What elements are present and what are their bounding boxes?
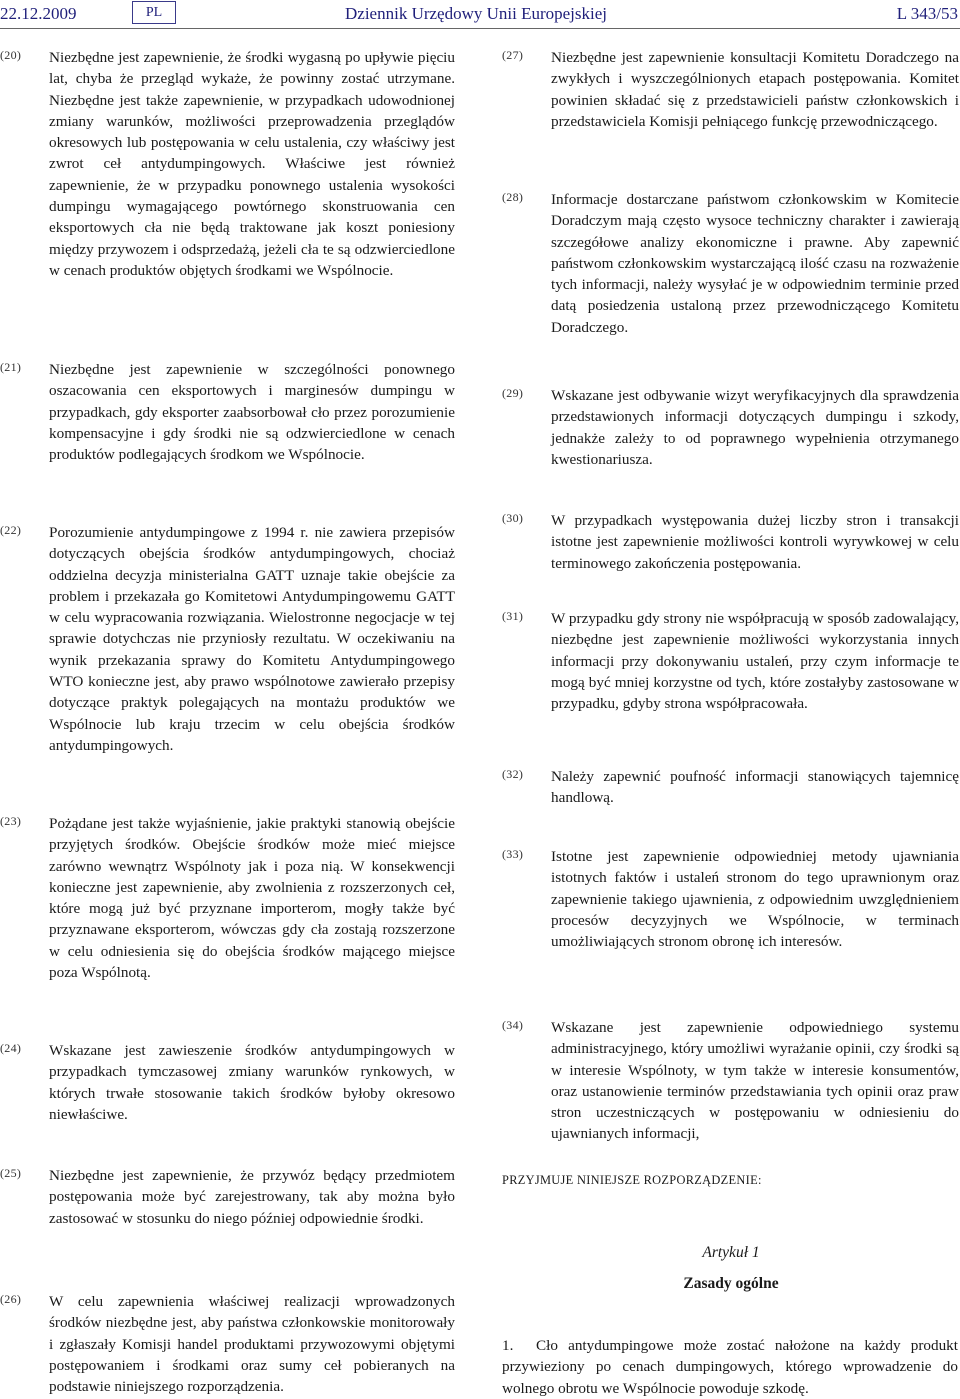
adoption-formula: PRZYJMUJE NINIEJSZE ROZPORZĄDZENIE: <box>502 1173 762 1187</box>
recital-text: Istotne jest zapewnienie odpowiedniej metody ujawniania istotnych faktów i ustaleń stronom do tego uprawnionym oraz zapewnienie takiego ujawnienia, z odpowiednim uwzględnieniem procesów decyzyjnych we Wspólnocie, w terminach umożliwiających stronom obronę ich interesów. <box>551 848 959 951</box>
recital-28 <box>502 189 959 338</box>
recital-25 <box>0 1165 455 1229</box>
recital-text: Porozumienie antydumpingowe z 1994 r. nie zawiera przepisów dotyczących obejścia środków antydumpingowych, chociaż oddzielna decyzja ministerialna GATT uznaje takie obejście za problem i przekazała go Komitetowi Antydumpingowemu GATT w celu wypracowania rozwiązania. Wielostronne negocjacje w tej sprawie dotychczas nie przyniosły rezultatu. W oczekiwaniu na wynik przekazania sprawy do Komitetu Antydumpingowego WTO konieczne jest, aby prawo wspólnotowe zawierało przepisy dotyczące praktyk polegających na montażu produktów we Wspólnocie lub kraju trzecim w celu obejścia środków antydumpingowych. <box>49 524 455 754</box>
recital-text: Niezbędne jest zapewnienie w szczególności ponownego oszacowania cen eksportowych i marginesów dumpingu w przypadkach, gdy eksporter zaabsorbował cło przez porozumienie kompensacyjne i gdy środki nie są odzwierciedlone w cenach produktów podlegających środkom we Wspólnocie. <box>49 361 455 464</box>
recital-number: (27) <box>502 48 524 62</box>
recital-number: (26) <box>0 1292 22 1306</box>
recital-number: (23) <box>0 814 22 828</box>
recital-27 <box>502 47 959 132</box>
recital-33 <box>502 846 959 952</box>
publication-date: 22.12.2009 <box>0 4 77 23</box>
page-header <box>0 0 960 30</box>
recital-number: (32) <box>502 767 524 781</box>
recital-number: (31) <box>502 609 524 623</box>
recital-22 <box>0 522 455 756</box>
recital-number: (20) <box>0 48 22 62</box>
journal-title: Dziennik Urzędowy Unii Europejskiej <box>345 4 608 23</box>
language-badge: PL <box>132 1 176 24</box>
article-subtitle: Zasady ogólne <box>683 1275 779 1292</box>
article-title: Artykuł 1 <box>702 1244 760 1261</box>
article-paragraph-1 <box>502 1335 958 1399</box>
recital-number: (22) <box>0 523 22 537</box>
paragraph-text: Cło antydumpingowe może zostać nałożone na każdy produkt przywieziony po cenach dumpingowych, którego wprowadzenie do wolnego obrotu we Wspólnocie powoduje szkodę. <box>502 1337 958 1397</box>
recital-text: W celu zapewnienia właściwej realizacji wprowadzonych środków niezbędne jest, aby państwa członkowskie monitorowały i zgłaszały Komisji handel produktami przywozowymi objętymi postępowaniem i środkami oraz sumy ceł pobieranych na podstawie niniejszego rozporządzenia. <box>49 1293 455 1396</box>
recital-30 <box>502 510 959 574</box>
recital-text: Wskazane jest odbywanie wizyt weryfikacyjnych dla sprawdzenia przedstawionych informacji dotyczących dumpingu i szkody, jednakże zależy to od poprawnego wypełnienia otrzymanego kwestionariusza. <box>551 387 959 468</box>
recital-20 <box>0 47 455 281</box>
recital-31 <box>502 608 959 714</box>
recital-24 <box>0 1040 455 1125</box>
recital-number: (28) <box>502 190 524 204</box>
recital-text: W przypadku gdy strony nie współpracują w sposób zadowalający, niezbędne jest zapewnienie możliwości wykorzystania innych informacji przy dokonywaniu ustaleń, przy czym informacje te mogą być mniej korzystne od tych, które zostałyby zastosowane w przypadku, gdyby strona współpracowała. <box>551 610 959 713</box>
recital-text: Wskazane jest zapewnienie odpowiedniego systemu administracyjnego, który umożliwi wyrażanie opinii, czy środki są w interesie Wspólnoty, w tym także w interesie konsumentów, oraz ustanowienie terminów przedstawiania tych opinii oraz praw stron uczestniczących w postępowaniu w odniesieniu do ujawnianych informacji, <box>551 1019 959 1143</box>
paragraph-number: 1. <box>502 1337 514 1354</box>
recital-text: Niezbędne jest zapewnienie, że przywóz będący przedmiotem postępowania może być zarejestrowany, tak aby można było zastosować w stosunku do niego później odpowiednie środki. <box>49 1167 455 1227</box>
recital-text: Informacje dostarczane państwom członkowskim w Komitecie Doradczym mają często wysoce techniczny charakter i zawierają szczegółowe analizy ekonomiczne i prawne. Aby zapewnić państwom członkowskim wystarczającą ilość czasu na rozważenie tych informacji, należy wysyłać je w odpowiednim terminie przed datą posiedzenia ustaloną przez przewodniczącego Komitetu Doradczego. <box>551 191 959 336</box>
recital-number: (30) <box>502 511 524 525</box>
recital-32 <box>502 766 959 809</box>
recital-text: Pożądane jest także wyjaśnienie, jakie praktyki stanowią obejście przyjętych środków. Obejście środków może mieć miejsce zarówno wewnątrz Wspólnoty jak i poza nią. W konsekwencji konieczne jest zapewnienie, aby zwolnienia z rozszerzonych ceł, które mogą już być przyznane importerom, mogły także być przyznawane eksporterom, wówczas gdy cła zostają rozszerzone w celu odniesienia się do obejścia środków mającego miejsce poza Wspólnotą. <box>49 815 455 982</box>
recital-29 <box>502 385 959 470</box>
recital-text: Niezbędne jest zapewnienie konsultacji Komitetu Doradczego na zwykłych i wyszczególnionych etapach postępowania. Komitet powinien składać się z przedstawicieli państw członkowskich i przedstawiciela Komisji pełniącego funkcję przewodniczącego. <box>551 49 959 130</box>
header-divider <box>0 28 960 29</box>
recital-number: (34) <box>502 1018 524 1032</box>
page-reference: L 343/53 <box>896 4 958 23</box>
recital-text: Należy zapewnić poufność informacji stanowiących tajemnicę handlową. <box>551 768 959 807</box>
recital-text: Wskazane jest zawieszenie środków antydumpingowych w przypadkach tymczasowej zmiany warunków rynkowych, w których trwałe stosowanie takich środków byłoby okresowo niewłaściwe. <box>49 1042 455 1123</box>
recital-number: (21) <box>0 360 22 374</box>
recital-text: W przypadkach występowania dużej liczby stron i transakcji istotne jest zapewnienie możliwości kontroli wyrywkowej w celu terminowego zakończenia postępowania. <box>551 512 959 572</box>
recital-number: (25) <box>0 1166 22 1180</box>
recital-26 <box>0 1291 455 1397</box>
recital-23 <box>0 813 455 983</box>
recital-text: Niezbędne jest zapewnienie, że środki wygasną po upływie pięciu lat, chyba że przegląd wykaże, że powinny zostać utrzymane. Niezbędne jest także zapewnienie, w przypadkach udowodnionej zmiany warunków, możliwości przeprowadzenia przeglądów okresowych lub postępowania w celu ustalenia, czy właściwy jest zwrot ceł antydumpingowych. Właściwe jest również zapewnienie, że w przypadku ponownego ustalenia wysokości dumpingu wymagającego powtórnego skonstruowania cen eksportowych cła nie będą traktowane jak koszt poniesiony między przywozem i odsprzedażą, jeżeli cła te są odzwierciedlone w cenach produktów objętych środkami we Wspólnocie. <box>49 49 455 279</box>
recital-number: (24) <box>0 1041 22 1055</box>
recital-21 <box>0 359 455 465</box>
recital-number: (33) <box>502 847 524 861</box>
recital-number: (29) <box>502 386 524 400</box>
recital-34 <box>502 1017 959 1145</box>
